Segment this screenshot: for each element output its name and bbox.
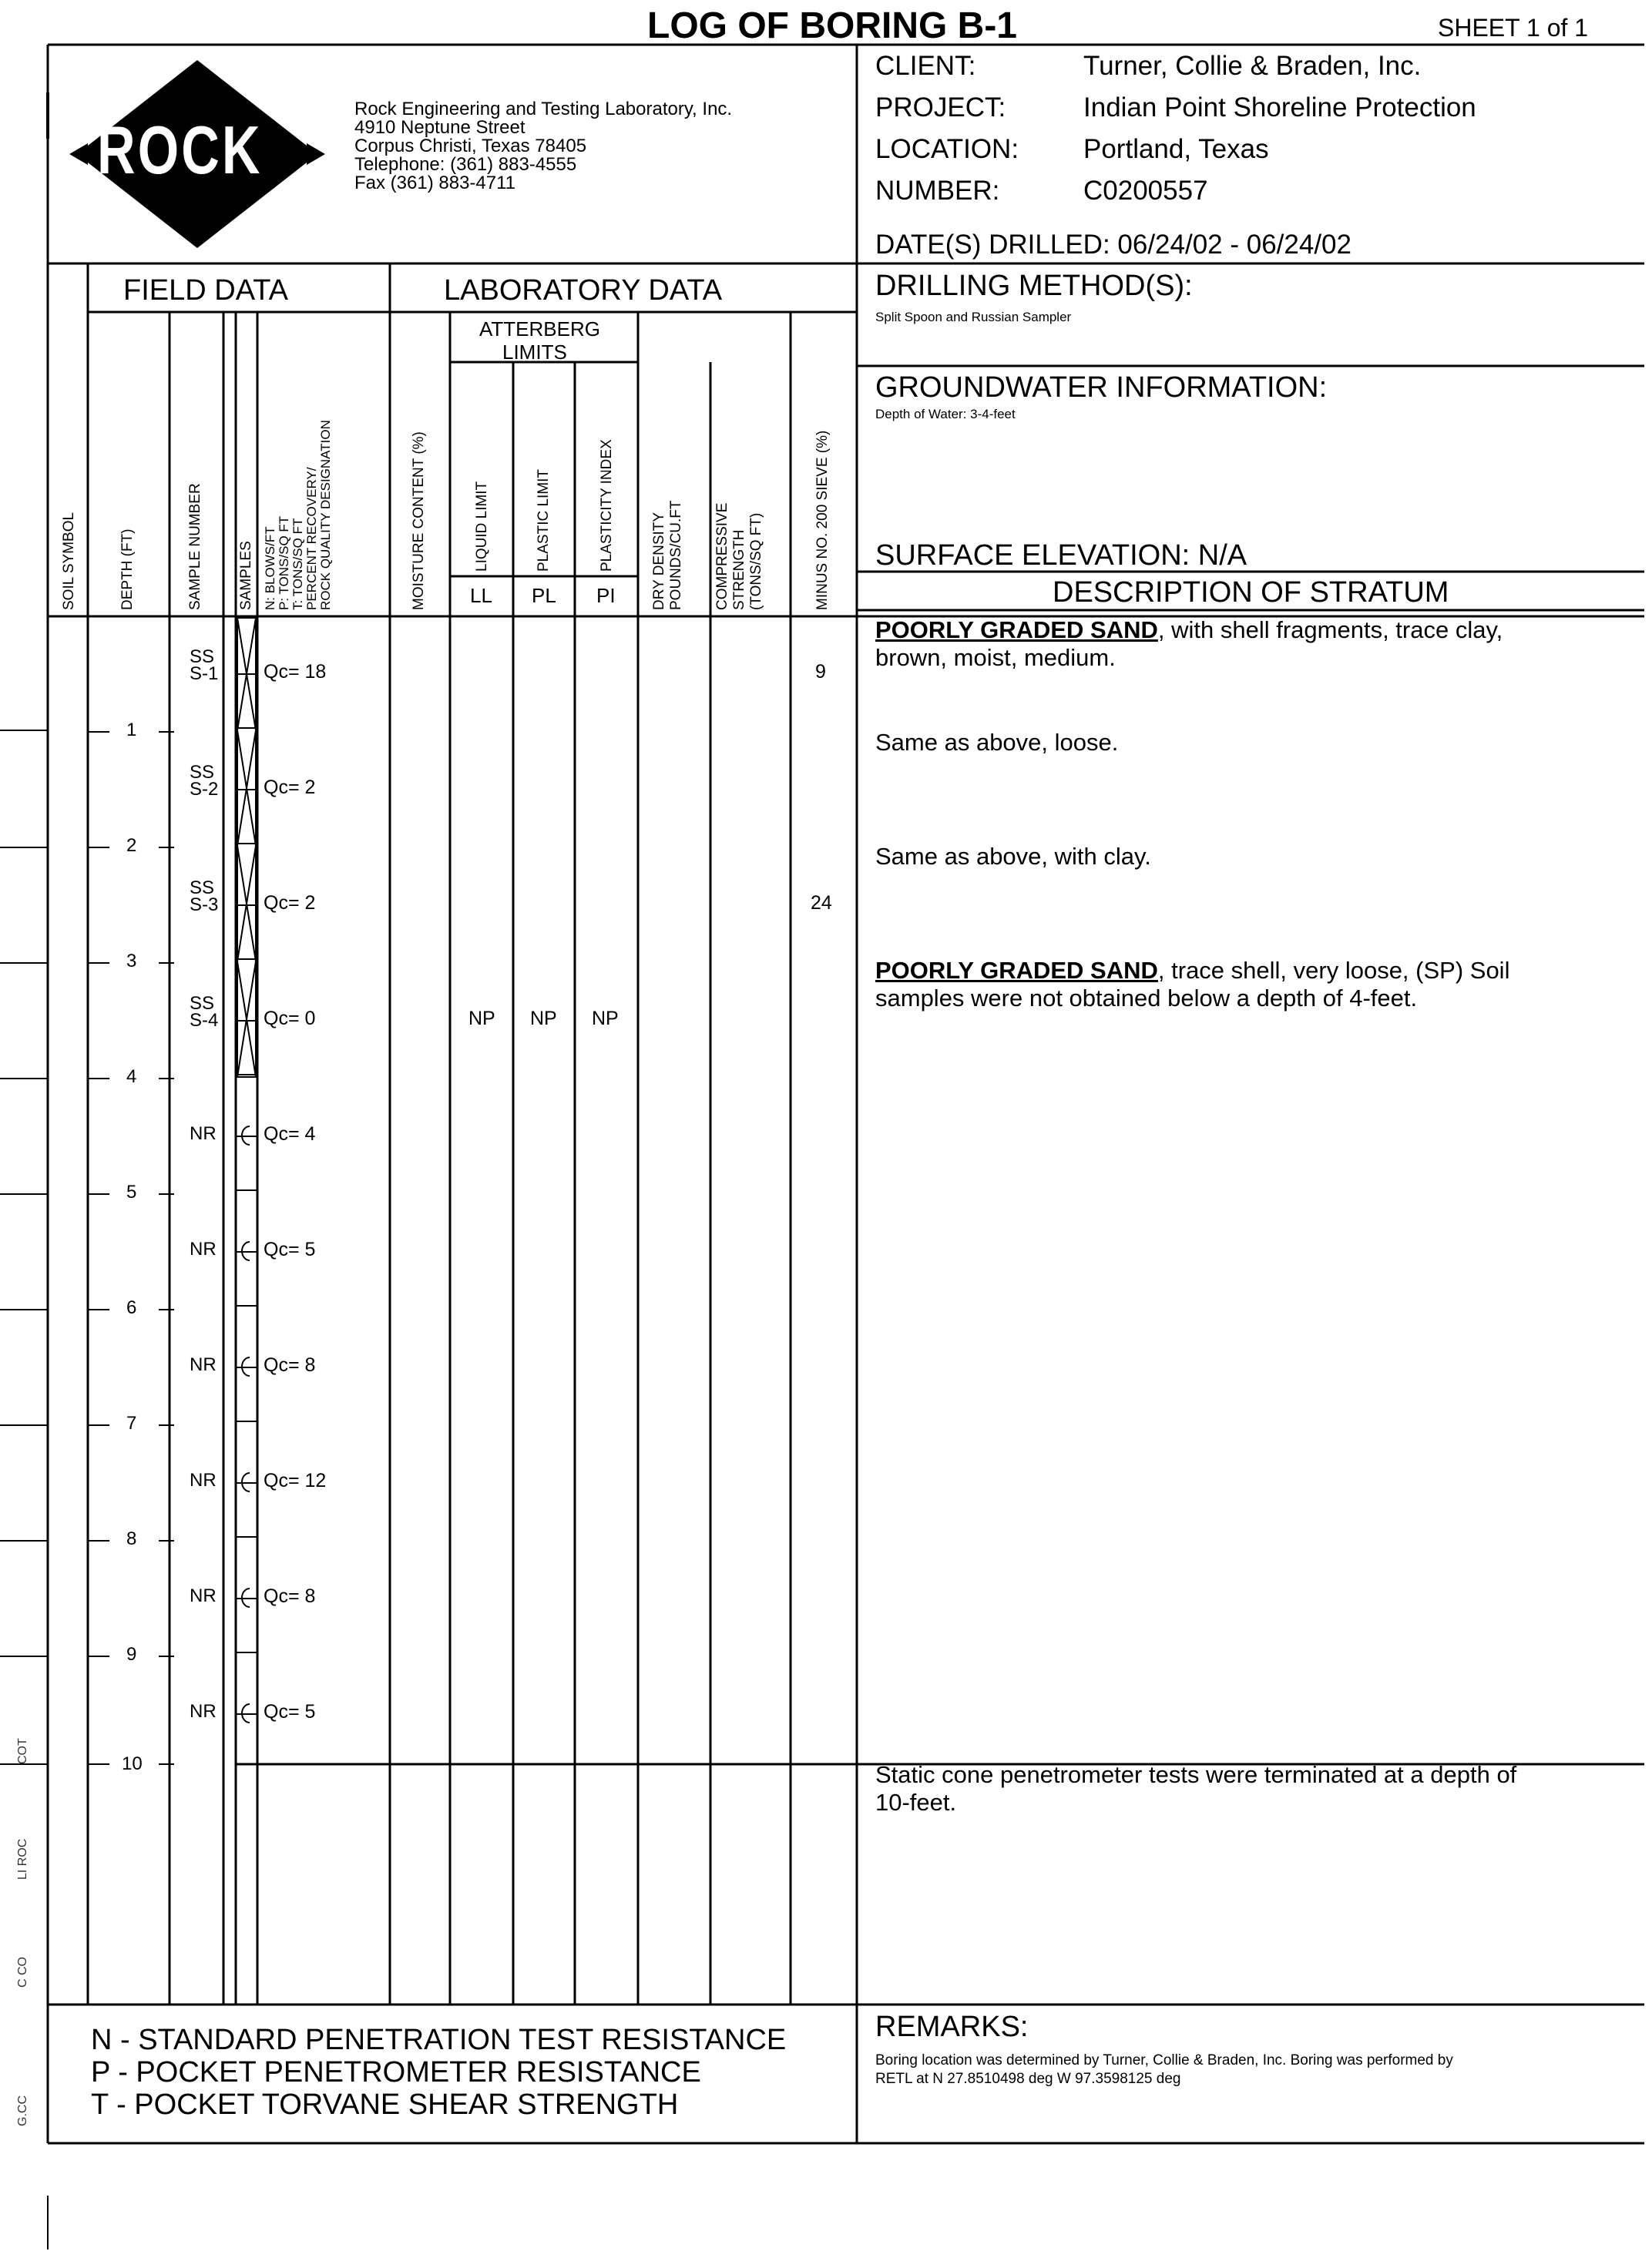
stratum-description: Same as above, with clay. <box>875 843 1151 870</box>
sample-minus200: 9 <box>815 661 826 683</box>
depth-label: 9 <box>126 1644 137 1665</box>
stratum-name: POORLY GRADED SAND <box>875 616 1158 643</box>
sample-type: SS <box>190 646 215 667</box>
sample-type: NR <box>190 1354 217 1375</box>
sample-id: S-2 <box>190 779 219 800</box>
sample-ll: NP <box>468 1008 495 1029</box>
col-blows-5: ROCK QUALITY DESIGNATION <box>318 420 333 610</box>
number-label: NUMBER: <box>875 176 1000 206</box>
depth-label: 1 <box>126 720 137 740</box>
legend-t: T - POCKET TORVANE SHEAR STRENGTH <box>91 2089 679 2121</box>
col-blows-4: PERCENT RECOVERY/ <box>304 467 319 610</box>
depth-label: 10 <box>122 1753 143 1774</box>
sample-qc: Qc= 5 <box>264 1701 316 1723</box>
location-value: Portland, Texas <box>1083 134 1269 164</box>
client-value: Turner, Collie & Braden, Inc. <box>1083 51 1422 81</box>
sample-type: NR <box>190 1239 217 1260</box>
sample-qc: Qc= 8 <box>264 1585 316 1607</box>
col-blows-3: T: TONS/SQ FT <box>290 518 305 610</box>
atterberg-header-1: ATTERBERG <box>479 317 600 341</box>
company-phone: Telephone: (361) 883-4555 <box>354 154 577 175</box>
col-sample-number: SAMPLE NUMBER <box>187 483 203 610</box>
depth-label: 8 <box>126 1528 137 1549</box>
sample-type: NR <box>190 1123 217 1144</box>
company-street: 4910 Neptune Street <box>354 117 525 138</box>
margin-mark: G.CC <box>16 2095 29 2126</box>
drilling-method-label: DRILLING METHOD(S): <box>875 270 1193 302</box>
atterberg-header-2: LIMITS <box>502 341 567 364</box>
legend-n: N - STANDARD PENETRATION TEST RESISTANCE <box>91 2024 787 2056</box>
sample-minus200: 24 <box>811 892 832 914</box>
remarks-label: REMARKS: <box>875 2011 1029 2043</box>
sample-type: NR <box>190 1470 217 1491</box>
stratum-description-line2: brown, moist, medium. <box>875 644 1116 671</box>
surface-elevation: SURFACE ELEVATION: N/A <box>875 539 1247 572</box>
termination-note-line2: 10-feet. <box>875 1789 957 1816</box>
groundwater-value: Depth of Water: 3-4-feet <box>875 407 1016 421</box>
sample-type: SS <box>190 762 215 783</box>
depth-label: 7 <box>126 1413 137 1434</box>
margin-mark: C CO <box>16 1957 29 1988</box>
stratum-description: Same as above, loose. <box>875 729 1119 756</box>
company-name: Rock Engineering and Testing Laboratory, Inc. <box>354 99 733 119</box>
sample-type: NR <box>190 1585 217 1606</box>
col-compressive-3: (TONS/SQ FT) <box>748 512 764 610</box>
col-minus-200: MINUS NO. 200 SIEVE (%) <box>814 430 831 610</box>
project-value: Indian Point Shoreline Protection <box>1083 92 1476 122</box>
logo-text: ROCK <box>97 112 263 188</box>
col-ll: LL <box>470 584 492 607</box>
field-data-header: FIELD DATA <box>123 274 288 307</box>
sample-pl: NP <box>530 1008 557 1029</box>
stratum-description: POORLY GRADED SAND, with shell fragments, trace clay, <box>875 616 1503 643</box>
sample-type: SS <box>190 993 215 1014</box>
col-dry-density-2: POUNDS/CU.FT <box>668 500 684 610</box>
stratum-name: POORLY GRADED SAND <box>875 957 1158 984</box>
sample-id: S-4 <box>190 1010 219 1031</box>
number-value: C0200557 <box>1083 176 1208 206</box>
depth-label: 2 <box>126 835 137 856</box>
sheet-number: SHEET 1 of 1 <box>1438 14 1589 42</box>
sample-qc: Qc= 12 <box>264 1470 327 1491</box>
location-label: LOCATION: <box>875 134 1019 164</box>
sample-pi: NP <box>592 1008 619 1029</box>
drilling-method-value: Split Spoon and Russian Sampler <box>875 310 1072 324</box>
groundwater-label: GROUNDWATER INFORMATION: <box>875 371 1328 404</box>
col-compressive-1: COMPRESSIVE <box>714 502 730 610</box>
sample-type: SS <box>190 877 215 898</box>
termination-note: Static cone penetrometer tests were terminated at a depth of <box>875 1761 1517 1788</box>
sample-qc: Qc= 0 <box>264 1008 316 1029</box>
col-compressive-2: STRENGTH <box>731 529 747 610</box>
col-plasticity-index: PLASTICITY INDEX <box>599 439 615 572</box>
laboratory-data-header: LABORATORY DATA <box>444 274 723 307</box>
stratum-description-line2: samples were not obtained below a depth of 4-feet. <box>875 985 1418 1012</box>
col-blows-2: P: TONS/SQ FT <box>277 515 291 610</box>
company-fax: Fax (361) 883-4711 <box>354 173 516 193</box>
sample-qc: Qc= 18 <box>264 661 327 683</box>
sample-id: S-3 <box>190 894 219 915</box>
col-depth: DEPTH (FT) <box>119 528 136 610</box>
sample-type: NR <box>190 1701 217 1722</box>
sample-qc: Qc= 8 <box>264 1354 316 1376</box>
dates-drilled: DATE(S) DRILLED: 06/24/02 - 06/24/02 <box>875 230 1351 260</box>
remarks-line2: RETL at N 27.8510498 deg W 97.3598125 deg <box>875 2071 1181 2087</box>
col-plastic-limit: PLASTIC LIMIT <box>536 468 552 572</box>
depth-label: 5 <box>126 1182 137 1203</box>
legend-p: P - POCKET PENETROMETER RESISTANCE <box>91 2056 701 2089</box>
col-samples: SAMPLES <box>238 541 254 610</box>
client-label: CLIENT: <box>875 51 976 81</box>
sample-qc: Qc= 4 <box>264 1123 316 1145</box>
sample-id: S-1 <box>190 663 219 684</box>
col-liquid-limit: LIQUID LIMIT <box>474 481 490 572</box>
sample-qc: Qc= 2 <box>264 892 316 914</box>
remarks-line1: Boring location was determined by Turner, Collie & Braden, Inc. Boring was performed by <box>875 2052 1453 2068</box>
stratum-description: POORLY GRADED SAND, trace shell, very loose, (SP) Soil <box>875 957 1510 984</box>
col-blows-1: N: BLOWS/FT <box>263 526 277 610</box>
page-title: LOG OF BORING B-1 <box>647 5 1017 46</box>
sample-qc: Qc= 2 <box>264 777 316 798</box>
col-moisture: MOISTURE CONTENT (%) <box>411 431 427 610</box>
col-dry-density-1: DRY DENSITY <box>651 512 667 610</box>
description-header: DESCRIPTION OF STRATUM <box>1053 576 1449 609</box>
depth-label: 6 <box>126 1297 137 1318</box>
depth-label: 3 <box>126 951 137 971</box>
project-label: PROJECT: <box>875 92 1006 122</box>
margin-mark: COT <box>16 1738 29 1764</box>
col-pl: PL <box>532 584 556 607</box>
company-city: Corpus Christi, Texas 78405 <box>354 136 587 156</box>
sample-qc: Qc= 5 <box>264 1239 316 1260</box>
margin-mark: LI ROC <box>16 1838 29 1880</box>
col-pi: PI <box>596 584 616 607</box>
depth-label: 4 <box>126 1066 137 1087</box>
col-soil-symbol: SOIL SYMBOL <box>61 512 77 610</box>
